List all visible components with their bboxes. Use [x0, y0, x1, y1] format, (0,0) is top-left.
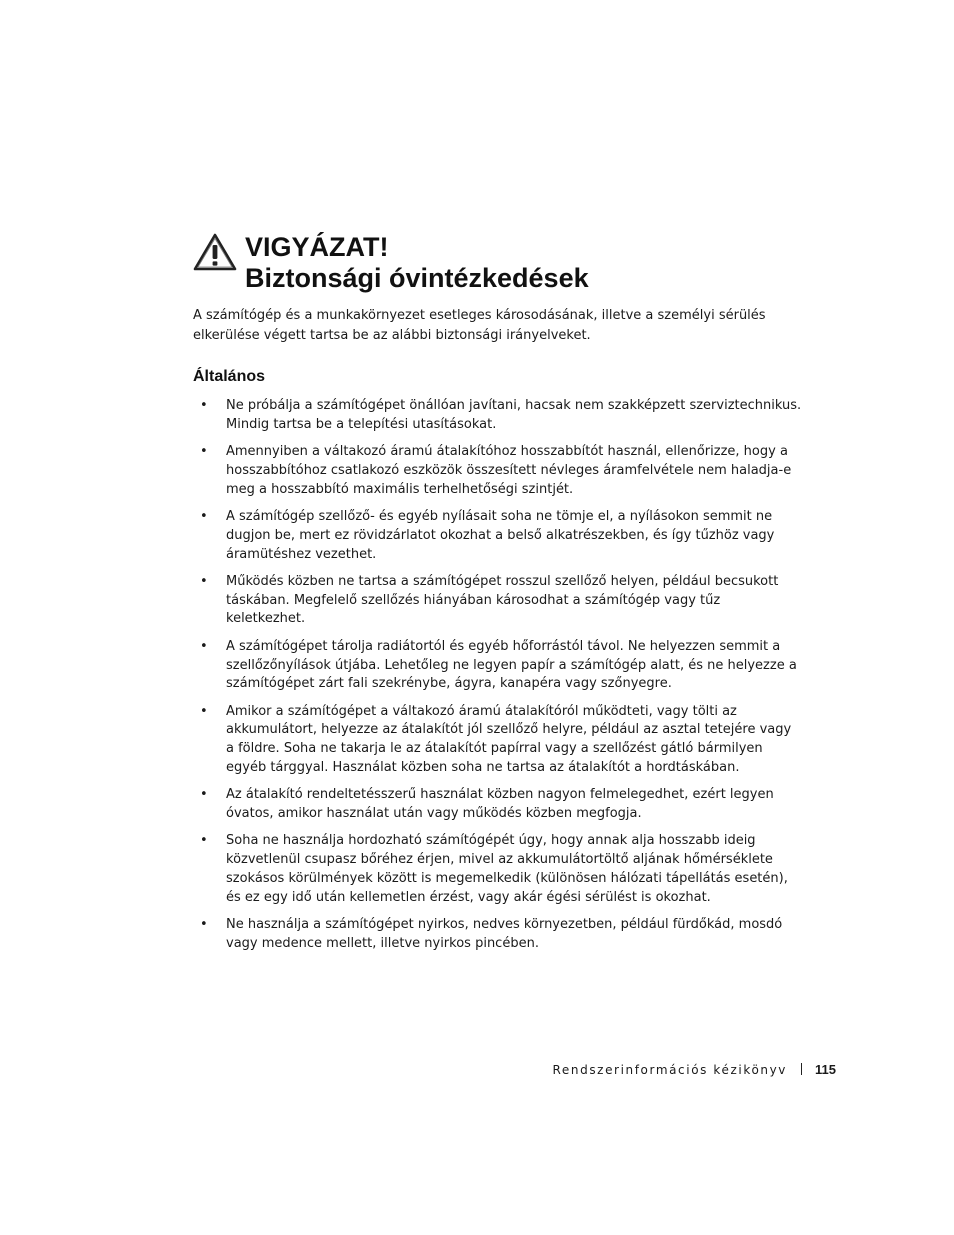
bullet-icon: •: [200, 444, 208, 460]
list-item-text: Amikor a számítógépet a váltakozó áramú átalakítóról működteti, vagy tölti az akkumulátort, helyezze az átalakítót jól szellőző helyre, például az asztal tetejére vagy a földre. Soha ne takarja le az átalakítót papírral vagy a szellőzést gátló bármilyen egyéb tárggyal. Használat közben soha ne tartsa az átalakítót a hordtáskában.: [226, 703, 792, 776]
list-item: [193, 638, 803, 694]
page-title-warning: VIGYÁZAT!: [245, 232, 389, 262]
bullet-icon: •: [200, 833, 208, 849]
list-item-text: Soha ne használja hordozható számítógépét úgy, hogy annak alja hosszabb ideig közvetlenül csupasz bőréhez érjen, mivel az akkumulátortöltő aljának hőmérséklete szokásos körülmények között is megemelkedik (különösen hálózati tápellátás esetén), és ez egy idő után kellemetlen érzést, vagy akár égési sérülést is okozhat.: [226, 833, 788, 905]
page-footer: [553, 1062, 836, 1078]
bullet-icon: •: [200, 917, 208, 933]
list-item: [193, 573, 803, 629]
list-item: [193, 703, 803, 778]
list-item: [193, 916, 803, 954]
list-item-text: Működés közben ne tartsa a számítógépet rosszul szellőző helyen, például becsukott táskában. Megfelelő szellőzés hiányában károsodhat a számítógép vagy tűz keletkezhet.: [226, 573, 779, 627]
bullet-icon: •: [200, 508, 208, 524]
warning-triangle-icon: [193, 233, 237, 271]
bullet-icon: •: [200, 703, 208, 719]
list-item-text: Az átalakító rendeltetésszerű használat közben nagyon felmelegedhet, ezért legyen óvatos, amikor használat után vagy működés közben megfogja.: [226, 787, 774, 822]
bullet-icon: •: [200, 638, 208, 654]
bullet-icon: •: [200, 787, 208, 803]
page-number: 115: [815, 1062, 836, 1077]
list-item-text: Ne próbálja a számítógépet önállóan javítani, hacsak nem szakképzett szerviztechnikus. Mindig tartsa be a telepítési utasításokat.: [226, 398, 802, 432]
safety-bullet-list: [193, 397, 803, 962]
footer-divider: [801, 1063, 802, 1075]
list-item-text: A számítógép szellőző- és egyéb nyílásait soha ne tömje el, a nyílásokon semmit ne dugjon be, mert ez rövidzárlatot okozhat a belső alkatrészekben, és így tűzhöz vagy áramütéshez vezethet.: [226, 508, 775, 562]
list-item: [193, 508, 803, 564]
section-heading: Általános: [193, 368, 266, 385]
bullet-icon: •: [200, 398, 208, 413]
list-item-text: A számítógépet tárolja radiátortól és egyéb hőforrástól távol. Ne helyezzen semmit a szellőzőnyílások útjába. Lehetőleg ne legyen papír a számítógép alatt, és ne helyezze a számítógépet zárt fali szekrénybe, ágyra, kanapéra vagy szőnyegre.: [226, 638, 797, 692]
list-item: [193, 397, 803, 435]
page-title: Biztonsági óvintézkedések: [245, 263, 589, 293]
list-item-text: Ne használja a számítógépet nyirkos, nedves környezetben, például fürdőkád, mosdó vagy medence mellett, illetve nyirkos pincében.: [226, 917, 783, 951]
list-item-text: Amennyiben a váltakozó áramú átalakítóhoz hosszabbítót használ, ellenőrizze, hogy a hosszabbítóhoz csatlakozó eszközök összesített névleges áramfelvétele nem haladja-e meg a hosszabbító maximális terhelhetőségi szintjét.: [226, 444, 792, 497]
intro-paragraph: A számítógép és a munkakörnyezet esetleges károsodásának, illetve a személyi sérülés elkerülése végett tartsa be az alábbi biztonsági irányelveket.: [193, 308, 766, 343]
list-item: [193, 443, 803, 499]
footer-title: Rendszerinformációs kézikönyv: [552, 1063, 788, 1077]
list-item: [193, 832, 803, 907]
bullet-icon: •: [200, 573, 208, 589]
list-item: [193, 786, 803, 824]
